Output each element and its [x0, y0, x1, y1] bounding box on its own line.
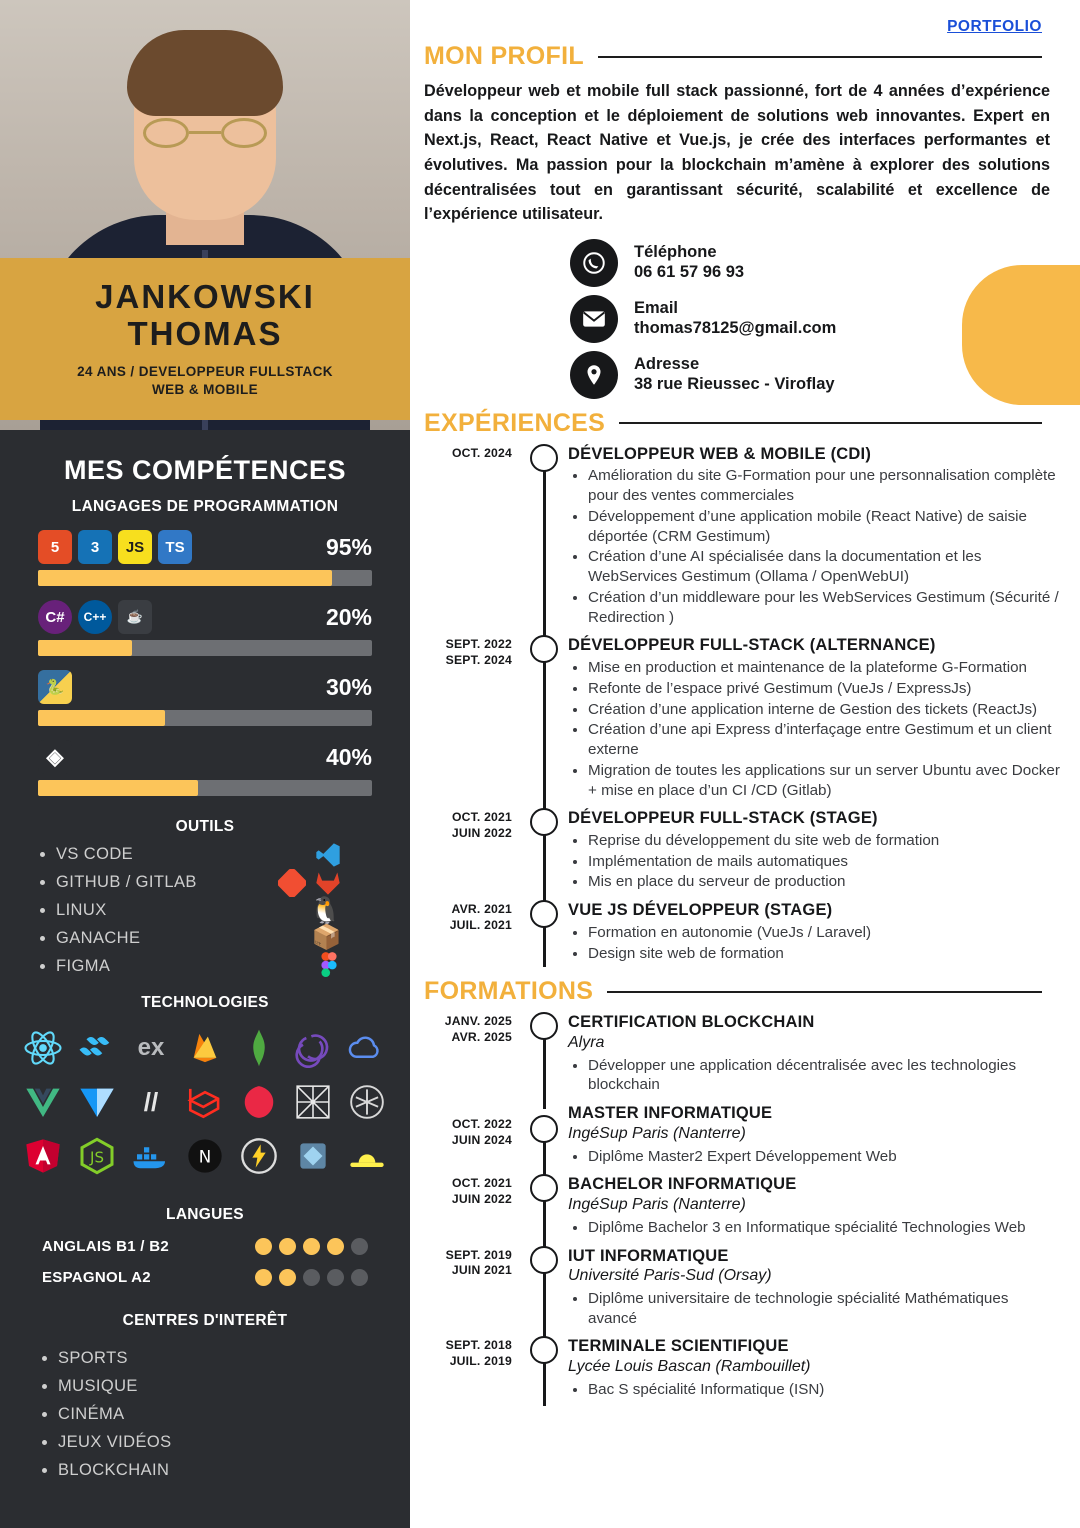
tool-label: GITHUB / GITLAB — [56, 873, 197, 891]
languages-title: LANGUES — [166, 1206, 244, 1223]
language-level — [255, 1238, 368, 1255]
java-icon: ☕ — [118, 600, 152, 634]
list-item — [56, 924, 380, 951]
list-item: • Développer une application décentralisée avec les technologies blockchain — [588, 1056, 1060, 1096]
photo-hair — [127, 30, 283, 116]
date-line: SEPT. 2022 — [445, 637, 512, 652]
glasses-icon — [143, 118, 267, 148]
date-line: JUIN 2022 — [451, 826, 512, 841]
timeline-marker — [530, 444, 558, 472]
email-icon — [570, 295, 618, 343]
mongodb-icon — [237, 1026, 281, 1070]
timeline-line — [543, 1038, 546, 1109]
slash-icon: // — [143, 1086, 159, 1117]
svg-text:N: N — [198, 1147, 212, 1167]
timeline-line — [543, 926, 546, 967]
csharp-icon: C# — [38, 600, 72, 634]
docker-icon — [129, 1134, 173, 1178]
date-line: OCT. 2024 — [451, 445, 512, 460]
timeline-title: CERTIFICATION BLOCKCHAIN — [568, 1013, 815, 1032]
angular-icon — [21, 1134, 65, 1178]
last-name: JANKOWSKI — [95, 277, 315, 315]
nodejs-icon — [75, 1134, 119, 1178]
express-icon: ex — [137, 1034, 165, 1061]
list-item: • Création d’un middleware pour les WebServices Gestimum (Sécurité / Redirection ) — [588, 588, 1060, 628]
list-item: • Mis en place du serveur de production — [588, 872, 1060, 892]
timeline-item — [410, 1012, 1080, 1101]
timeline-marker — [530, 1336, 558, 1364]
timeline-item — [410, 808, 1080, 898]
timeline-org: Alyra — [568, 1033, 605, 1051]
date-line: AVR. 2021 — [451, 902, 512, 917]
date-line: JUIL. 2021 — [449, 917, 512, 932]
timeline-title: DÉVELOPPEUR FULL-STACK (STAGE) — [568, 809, 878, 828]
contact-value: thomas78125@gmail.com — [634, 319, 837, 338]
laravel-icon — [183, 1080, 227, 1124]
tool-label: LINUX — [56, 901, 107, 919]
nestjs-icon — [237, 1080, 281, 1124]
list-item: • Implémentation de mails automatiques — [588, 852, 1060, 872]
language-row — [0, 1269, 410, 1286]
cplusplus-icon: C++ — [78, 600, 112, 634]
timeline-bullets — [588, 1380, 1060, 1400]
timeline-line — [543, 661, 546, 814]
timeline-dates — [410, 900, 522, 969]
list-item: • Refonte de l’espace privé Gestimum (VueJs / ExpressJs) — [588, 679, 1060, 699]
contact-label: Téléphone — [634, 242, 717, 261]
skill-icons — [38, 600, 326, 634]
contact-label: Email — [634, 298, 679, 317]
timeline-dates — [410, 444, 522, 634]
timeline-dates — [410, 1246, 522, 1335]
technologies-grid — [0, 1012, 410, 1178]
timeline-item — [410, 900, 1080, 969]
list-item: • BLOCKCHAIN — [58, 1461, 410, 1480]
experiences-timeline — [410, 444, 1080, 970]
threejs-icon — [291, 1080, 335, 1124]
skill-fill — [38, 780, 198, 796]
timeline-title: DÉVELOPPEUR FULL-STACK (ALTERNANCE) — [568, 636, 936, 655]
list-item: • Développement d’une application mobile (React Native) de saisie déportée (CRM Gestimum) — [588, 507, 1060, 547]
python-icon: 🐍 — [38, 670, 72, 704]
list-item — [56, 873, 380, 892]
date-line: SEPT. 2018 — [445, 1338, 512, 1353]
ethersjs-icon — [345, 1080, 389, 1124]
list-item — [56, 957, 380, 976]
interests-list — [0, 1330, 410, 1480]
date-line: JUIN 2024 — [451, 1133, 512, 1148]
timeline-line — [543, 470, 546, 642]
skill-icons — [38, 530, 326, 564]
timeline-title: IUT INFORMATIQUE — [568, 1246, 729, 1265]
job-subtitle-line2: WEB & MOBILE — [151, 381, 259, 397]
language-level — [255, 1269, 368, 1286]
timeline-marker — [530, 1174, 558, 1202]
timeline-line — [543, 1362, 546, 1405]
react-icon — [21, 1026, 65, 1070]
timeline-item — [410, 1103, 1080, 1172]
timeline-bullets — [588, 1056, 1060, 1096]
timeline-dates — [410, 808, 522, 898]
contact-value: 38 rue Rieussec - Viroflay — [634, 375, 835, 394]
list-item: • Reprise du développement du site web de formation — [588, 831, 1060, 851]
skill-track — [38, 640, 372, 656]
skill-percent: 30% — [325, 673, 372, 700]
tools-title: OUTILS — [175, 818, 235, 835]
first-name: THOMAS — [127, 314, 283, 352]
experiences-header — [410, 409, 1080, 438]
svg-text:JS: JS — [90, 1148, 104, 1167]
truffle-icon — [291, 1134, 335, 1178]
timeline-title: MASTER INFORMATIQUE — [568, 1104, 773, 1123]
html5-icon: 5 — [38, 530, 72, 564]
skill-percent: 95% — [325, 533, 372, 560]
skill-percent: 20% — [325, 603, 372, 630]
list-item: • Design site web de formation — [588, 944, 1060, 964]
vue-icon — [21, 1080, 65, 1124]
timeline-title: TERMINALE SCIENTIFIQUE — [568, 1337, 789, 1356]
gitlab-icon — [314, 869, 342, 897]
timeline-dates — [410, 1012, 522, 1101]
css3-icon: 3 — [78, 530, 112, 564]
cloud-icon — [345, 1026, 389, 1070]
date-line: JANV. 2025 — [444, 1014, 512, 1029]
formations-timeline — [410, 1012, 1080, 1405]
javascript-icon: JS — [118, 530, 152, 564]
skill-row — [0, 530, 410, 564]
job-subtitle-line1: 24 ANS / DEVELOPPEUR FULLSTACK — [77, 363, 333, 379]
hardhat-icon — [345, 1134, 389, 1178]
list-item: • Diplôme Bachelor 3 en Informatique spécialité Technologies Web — [588, 1218, 1060, 1238]
languages-subtitle: LANGAGES DE PROGRAMMATION — [71, 498, 339, 515]
skill-row — [0, 670, 410, 704]
skill-icons — [38, 670, 326, 704]
list-item: • Bac S spécialité Informatique (ISN) — [588, 1380, 1060, 1400]
language-label: ANGLAIS B1 / B2 — [42, 1238, 170, 1255]
timeline-dates — [410, 635, 522, 806]
git-icon — [278, 869, 306, 897]
tool-label: FIGMA — [56, 957, 111, 975]
timeline-dates — [410, 1103, 522, 1172]
timeline-org: IngéSup Paris (Nanterre) — [568, 1124, 746, 1142]
typescript-icon: TS — [158, 530, 192, 564]
timeline-marker — [530, 900, 558, 928]
timeline-org: Université Paris-Sud (Orsay) — [568, 1267, 772, 1285]
skill-fill — [38, 640, 132, 656]
date-line: SEPT. 2024 — [445, 653, 512, 668]
timeline-org: Lycée Louis Bascan (Rambouillet) — [568, 1358, 811, 1376]
date-line: JUIN 2022 — [451, 1192, 512, 1207]
tool-label: VS CODE — [56, 845, 134, 863]
solidity-icon: ◈ — [38, 740, 72, 774]
timeline-bullets — [588, 1147, 1060, 1167]
contact-label: Adresse — [634, 354, 700, 373]
firebase-icon — [183, 1026, 227, 1070]
section-title-profile: MON PROFIL — [424, 42, 584, 70]
vscode-icon — [314, 841, 342, 869]
date-line: OCT. 2021 — [451, 1176, 512, 1191]
timeline-item — [410, 444, 1080, 634]
skill-row — [0, 740, 410, 774]
skill-track — [38, 570, 372, 586]
phone-icon — [570, 239, 618, 287]
section-title-formations: FORMATIONS — [424, 977, 594, 1006]
figma-icon — [316, 951, 342, 977]
timeline-dates — [410, 1174, 522, 1243]
skill-fill — [38, 570, 332, 586]
formations-header — [410, 977, 1080, 1006]
timeline-title: BACHELOR INFORMATIQUE — [568, 1175, 797, 1194]
timeline-marker — [530, 808, 558, 836]
list-item: • JEUX VIDÉOS — [58, 1433, 410, 1452]
timeline-line — [543, 834, 546, 906]
timeline-item — [410, 1246, 1080, 1335]
timeline-marker — [530, 1115, 558, 1143]
linux-icon: 🐧 — [309, 895, 342, 925]
location-icon — [570, 351, 618, 399]
tools-list — [0, 845, 410, 976]
skill-track — [38, 710, 372, 726]
skill-row — [0, 600, 410, 634]
date-line: OCT. 2021 — [451, 810, 512, 825]
main-content — [410, 0, 1080, 1528]
divider — [598, 56, 1042, 58]
list-item: • Migration de toutes les applications sur un server Ubuntu avec Docker + mise en place d’un CI /CD (Gitlab) — [588, 761, 1060, 801]
timeline-bullets — [588, 466, 1060, 627]
list-item: • Diplôme universitaire de technologie spécialité Mathématiques avancé — [588, 1289, 1060, 1329]
section-title-experiences: EXPÉRIENCES — [424, 408, 606, 437]
tool-label: GANACHE — [56, 929, 141, 947]
list-item: • Amélioration du site G-Formation pour une personnalisation complète pour des ventes commerciales — [588, 466, 1060, 506]
timeline-marker — [530, 1012, 558, 1040]
list-item: • Création d’une AI spécialisée dans la documentation et les WebServices Gestimum (Ollama / OpenWebUI) — [588, 547, 1060, 587]
decoration-shape — [962, 265, 1080, 405]
timeline-org: IngéSup Paris (Nanterre) — [568, 1195, 746, 1213]
date-line: OCT. 2022 — [451, 1117, 512, 1132]
contact-value: 06 61 57 96 93 — [634, 263, 745, 282]
vite-icon — [237, 1134, 281, 1178]
timeline-bullets — [588, 1218, 1060, 1238]
skills-title: MES COMPÉTENCES — [63, 455, 347, 485]
skill-icons — [38, 740, 326, 774]
timeline-dates — [410, 1336, 522, 1405]
interests-title: CENTRES D'INTERÊT — [122, 1312, 288, 1329]
timeline-marker — [530, 1246, 558, 1274]
skill-track — [38, 780, 372, 796]
list-item: • SPORTS — [58, 1349, 410, 1368]
list-item — [56, 895, 380, 925]
date-line: SEPT. 2019 — [445, 1247, 512, 1262]
language-row — [0, 1238, 410, 1255]
sidebar — [0, 0, 410, 1528]
skill-percent: 40% — [325, 743, 372, 770]
technologies-title: TECHNOLOGIES — [141, 994, 269, 1011]
redux-icon — [291, 1026, 335, 1070]
skills-section — [0, 455, 410, 1489]
timeline-marker — [530, 635, 558, 663]
timeline-line — [543, 1200, 546, 1251]
list-item: • Création d’une api Express d’interfaçage entre Gestimum et un client externe — [588, 720, 1060, 760]
ganache-icon: 📦 — [311, 924, 342, 951]
skill-fill — [38, 710, 165, 726]
timeline-bullets — [588, 831, 1060, 892]
divider — [619, 422, 1042, 424]
list-item: • Mise en production et maintenance de la plateforme G-Formation — [588, 658, 1060, 678]
timeline-item — [410, 1336, 1080, 1405]
date-line: JUIN 2021 — [451, 1263, 512, 1278]
list-item: • Formation en autonomie (VueJs / Laravel) — [588, 923, 1060, 943]
list-item: • Création d’une application interne de Gestion des tickets (ReactJs) — [588, 700, 1060, 720]
list-item: • CINÉMA — [58, 1405, 410, 1424]
language-label: ESPAGNOL A2 — [42, 1269, 151, 1286]
date-line: JUIL. 2019 — [449, 1354, 512, 1369]
timeline-title: VUE JS DÉVELOPPEUR (STAGE) — [568, 901, 833, 920]
date-line: AVR. 2025 — [451, 1030, 512, 1045]
tailwind-icon — [75, 1026, 119, 1070]
divider — [607, 991, 1042, 993]
timeline-bullets — [588, 1289, 1060, 1329]
profile-text: Développeur web et mobile full stack passionné, fort de 4 années d’expérience dans la conception et le déploiement de solutions web innovantes. Expert en Next.js, React, React Native et Vue.js, je crée des interfaces performantes et évolutives. Ma passion pour la blockchain m’amène à explorer des solutions décentralisées tout en garantissant sécurité, scalabilité et excellence de l’expérience utilisateur. — [424, 82, 1050, 224]
timeline-bullets — [588, 658, 1060, 800]
timeline-item — [410, 1174, 1080, 1243]
list-item — [56, 845, 380, 864]
timeline-bullets — [588, 923, 1060, 964]
nextjs-icon — [183, 1134, 227, 1178]
timeline-line — [543, 1272, 546, 1343]
timeline-title: DÉVELOPPEUR WEB & MOBILE (CDI) — [568, 444, 872, 463]
vuetify-icon — [75, 1080, 119, 1124]
portfolio-link[interactable]: PORTFOLIO — [947, 18, 1042, 35]
profile-header — [410, 42, 1080, 71]
list-item: • Diplôme Master2 Expert Développement Web — [588, 1147, 1060, 1167]
list-item: • MUSIQUE — [58, 1377, 410, 1396]
timeline-item — [410, 635, 1080, 806]
